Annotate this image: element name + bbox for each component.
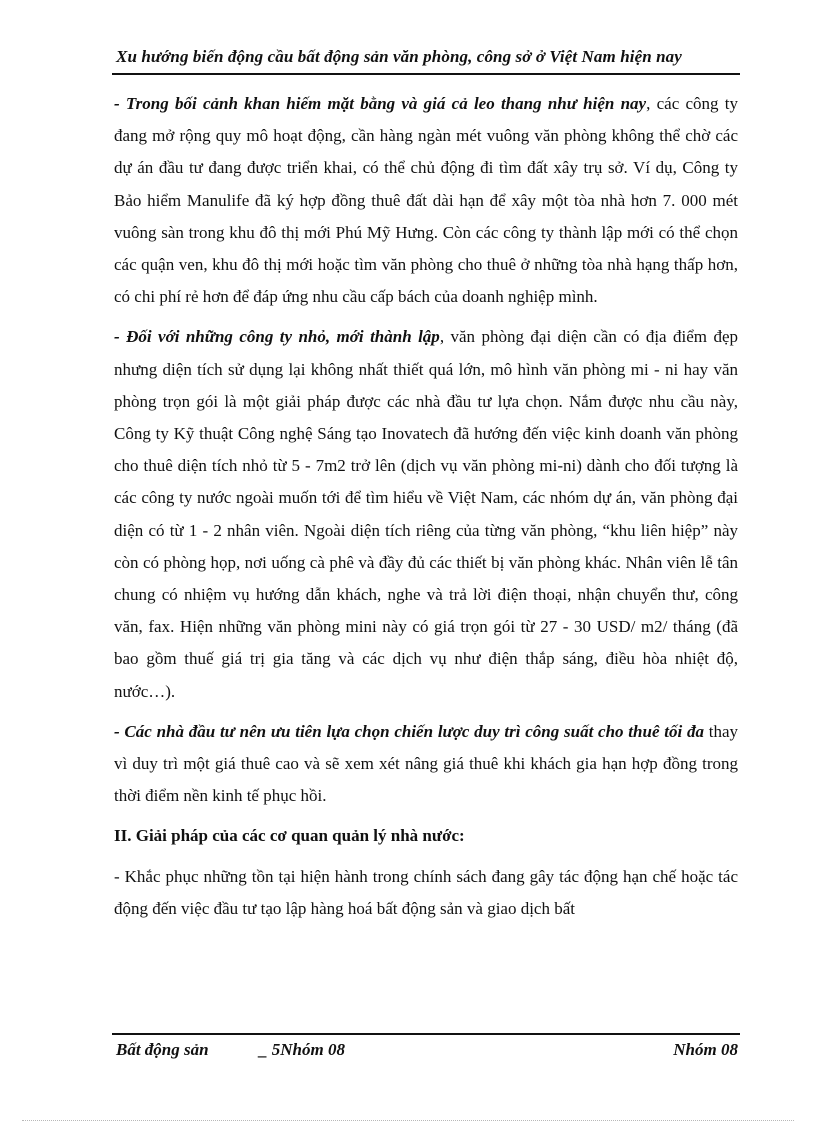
page-edge-divider xyxy=(22,1120,794,1121)
paragraph-4-text: - Khắc phục những tồn tại hiện hành trong chính sách đang gây tác động hạn chế hoặc tác động đến việc đầu tư tạo lập hàng hoá bất động sản và giao dịch bất xyxy=(114,866,738,918)
footer-middle: _ 5Nhóm 08 xyxy=(259,1040,345,1059)
paragraph-3-lead: - Các nhà đầu tư nên ưu tiên lựa chọn chiến lược duy trì công suất cho thuê tối đa xyxy=(114,721,704,741)
running-header: Xu hướng biến động cầu bất động sản văn phòng, công sở ở Việt Nam hiện nay xyxy=(116,47,682,66)
footer-right: Nhóm 08 xyxy=(673,1040,738,1059)
paragraph-2-lead: - Đối với những công ty nhỏ, mới thành lập xyxy=(114,327,440,347)
section-heading: II. Giải pháp của các cơ quan quản lý nhà nước: xyxy=(114,826,465,846)
document-body xyxy=(114,88,738,933)
paragraph-3-text: thay vì duy trì một giá thuê cao và sẽ xem xét nâng giá thuê khi khách gia hạn hợp đồng trong thời điểm nền kinh tế phục hồi. xyxy=(114,721,738,806)
paragraph-1-text: , các công ty đang mở rộng quy mô hoạt động, cần hàng ngàn mét vuông văn phòng không thể chờ các dự án đầu tư đang được triển khai, có thể chủ động đi tìm đất xây trụ sở. Ví dụ, Công ty Bảo hiểm Manulife đã ký hợp đồng thuê đất dài hạn để xây một tòa nhà hơn 7. 000 mét vuông sàn trong khu đô thị mới Phú Mỹ Hưng. Còn các công ty thành lập mới có thể chọn các quận ven, khu đô thị mới hoặc tìm văn phòng cho thuê ở những tòa nhà hạng thấp hơn, có chi phí rẻ hơn để đáp ứng nhu cầu cấp bách của doanh nghiệp mình. xyxy=(114,94,739,307)
paragraph-2-text: , văn phòng đại diện cần có địa điểm đẹp nhưng diện tích sử dụng lại không nhất thiết quá lớn, mô hình văn phòng mi - ni hay văn phòng trọn gói là một giải pháp được các nhà đầu tư lựa chọn. Nắm được nhu cầu này, Công ty Kỹ thuật Công nghệ Sáng tạo Inovatech đã hướng đến việc kinh doanh văn phòng cho thuê diện tích nhỏ từ 5 - 7m2 trở lên (dịch vụ văn phòng mi-ni) dành cho đối tượng là các công ty nước ngoài muốn tới để tìm hiểu về Việt Nam, các nhóm dự án, văn phòng đại diện có từ 1 - 2 nhân viên. Ngoài diện tích riêng của từng văn phòng, “khu liên hiệp” này còn có phòng họp, nơi uống cà phê và đầy đủ các thiết bị văn phòng khác. Nhân viên lễ tân chung có nhiệm vụ hướng dẫn khách, nghe và trả lời điện thoại, nhận chuyển thư, công văn, fax. Hiện những văn phòng mini này có giá trọn gói từ 27 - 30 USD/ m2/ tháng (đã bao gồm thuế giá trị gia tăng và các dịch vụ như điện thắp sáng, điều hòa nhiệt độ, nước…). xyxy=(114,327,738,701)
paragraph-1-lead: - Trong bối cảnh khan hiếm mặt bằng và giá cả leo thang như hiện nay xyxy=(114,94,647,113)
paragraph-2 xyxy=(114,321,738,707)
paragraph-1 xyxy=(114,88,738,313)
footer-rule xyxy=(112,1033,740,1035)
header-rule xyxy=(112,73,740,75)
paragraph-4 xyxy=(114,861,738,925)
paragraph-3 xyxy=(114,716,738,813)
footer-left: Bất động sản xyxy=(116,1040,209,1059)
